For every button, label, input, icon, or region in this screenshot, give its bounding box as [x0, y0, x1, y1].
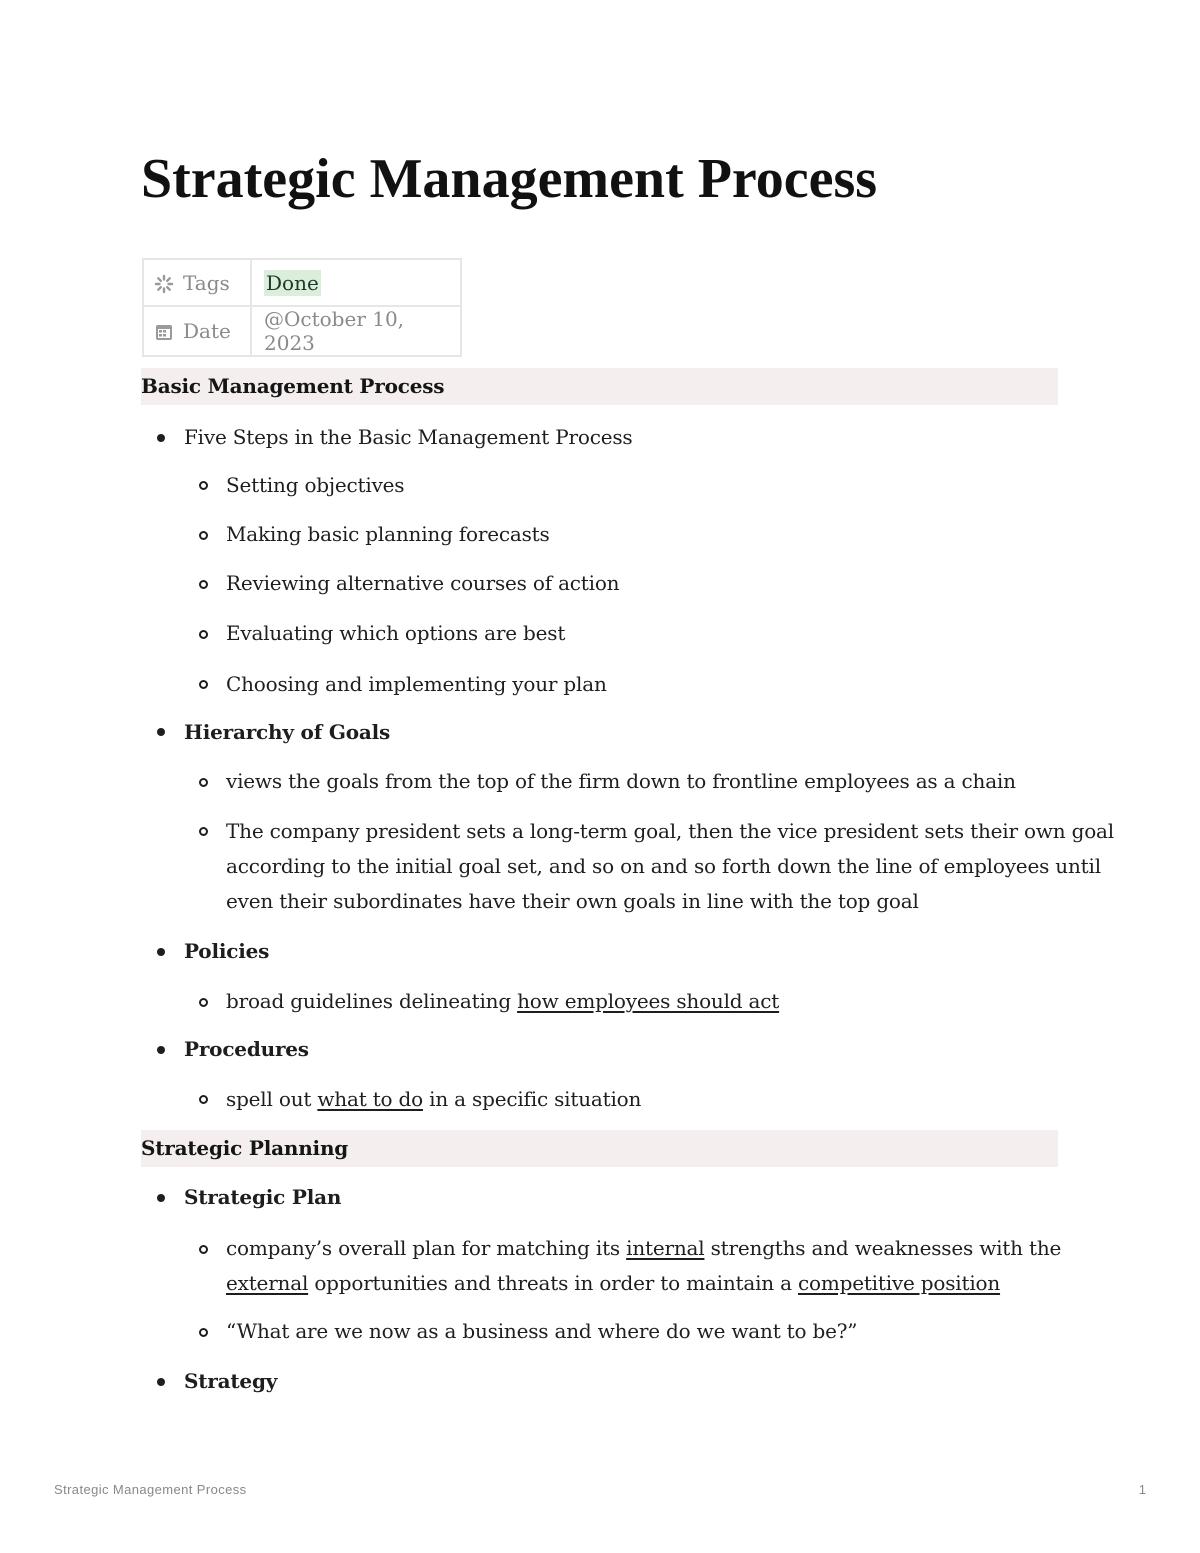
list-item: Strategy	[184, 1369, 278, 1393]
list-item: broad guidelines delineating how employees should act	[226, 989, 780, 1013]
page-number: 1	[1138, 1482, 1146, 1497]
list-item: Policies	[184, 939, 270, 963]
list-item: company’s overall plan for matching its internal strengths and weaknesses with the	[226, 1236, 1062, 1260]
bullet-circle	[199, 778, 208, 787]
bullet-circle	[199, 1245, 208, 1254]
list-item-continuation: external opportunities and threats in order to maintain a competitive position	[226, 1271, 1001, 1295]
bullet-circle	[199, 531, 208, 540]
status-tag: Done	[266, 270, 319, 295]
section-heading: Basic Management Process	[141, 368, 1058, 405]
bullet-circle	[199, 1095, 208, 1104]
tags-label: Tags	[183, 270, 230, 295]
list-item: Making basic planning forecasts	[226, 522, 550, 546]
tags-property-value[interactable]	[251, 259, 461, 306]
list-item: Reviewing alternative courses of action	[226, 571, 620, 595]
list-item: Setting objectives	[226, 473, 405, 497]
tags-property-key	[143, 259, 251, 306]
list-item: Hierarchy of Goals	[184, 720, 391, 744]
bullet-circle	[199, 481, 208, 490]
list-item: The company president sets a long-term goal, then the vice president sets their own goal	[226, 819, 1114, 843]
bullet-circle	[199, 998, 208, 1007]
list-item-continuation: according to the initial goal set, and so on and so forth down the line of employees until	[226, 854, 1101, 878]
list-item: Procedures	[184, 1037, 309, 1061]
date-property-value[interactable]	[251, 306, 461, 356]
underlined-text: competitive position	[797, 1271, 1001, 1295]
properties-table	[142, 258, 462, 357]
bullet-circle	[199, 827, 208, 836]
bullet-dot	[157, 728, 165, 736]
date-property-key	[143, 306, 251, 356]
bullet-dot	[157, 948, 165, 956]
list-item: Strategic Plan	[184, 1185, 342, 1209]
bullet-dot	[157, 1046, 165, 1054]
bullet-circle	[199, 680, 208, 689]
list-item: Five Steps in the Basic Management Process	[184, 425, 633, 449]
bullet-dot	[157, 434, 165, 442]
list-item: views the goals from the top of the firm down to frontline employees as a chain	[226, 769, 1016, 793]
date-property-row	[143, 306, 461, 356]
bullet-circle	[199, 580, 208, 589]
calendar-icon	[154, 322, 174, 342]
footer-title: Strategic Management Process	[54, 1482, 247, 1497]
underlined-text: internal	[626, 1236, 705, 1260]
date-label: Date	[183, 319, 231, 343]
underlined-text: external	[226, 1271, 309, 1295]
list-item: “What are we now as a business and where do we want to be?”	[226, 1319, 858, 1343]
tags-property-row	[143, 259, 461, 306]
bullet-dot	[157, 1194, 165, 1202]
list-item: Choosing and implementing your plan	[226, 672, 607, 696]
section-heading: Strategic Planning	[141, 1130, 1058, 1167]
loader-icon	[154, 274, 174, 294]
bullet-dot	[157, 1378, 165, 1386]
date-value: @October 10, 2023	[264, 307, 405, 355]
underlined-text: how employees should act	[517, 989, 780, 1013]
list-item-continuation: even their subordinates have their own goals in line with the top goal	[226, 889, 919, 913]
list-item: Evaluating which options are best	[226, 621, 566, 645]
underlined-text: what to do	[317, 1087, 423, 1111]
list-item: spell out what to do in a specific situation	[226, 1087, 642, 1111]
bullet-circle	[199, 1328, 208, 1337]
bullet-circle	[199, 630, 208, 639]
page-title: Strategic Management Process	[141, 148, 878, 210]
